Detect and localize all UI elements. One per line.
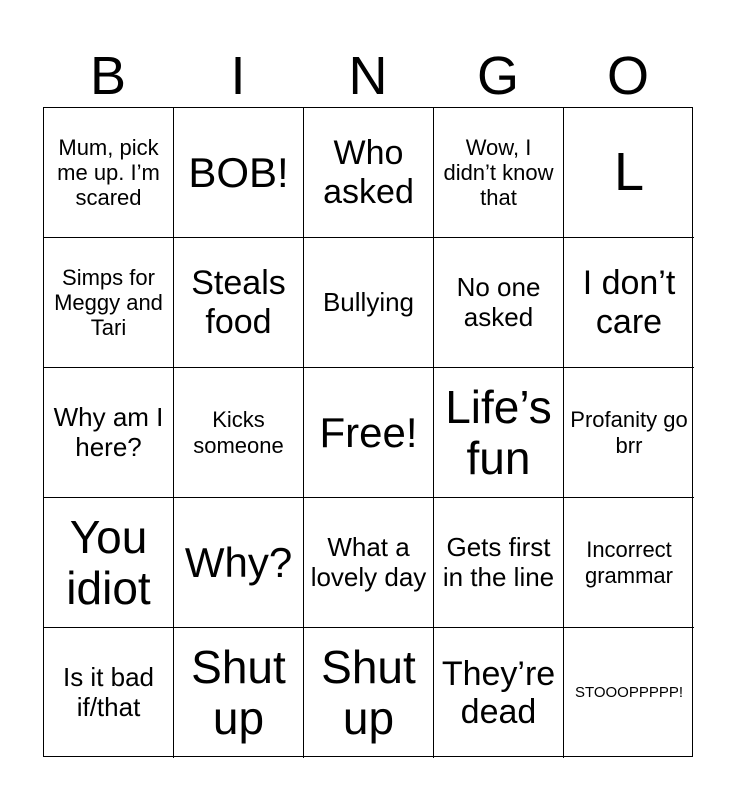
bingo-cell[interactable]: You idiot — [44, 498, 174, 628]
bingo-cell[interactable]: Profanity go brr — [564, 368, 694, 498]
bingo-cell[interactable]: Why am I here? — [44, 368, 174, 498]
bingo-cell[interactable]: Mum, pick me up. I’m scared — [44, 108, 174, 238]
header-letter-n: N — [348, 46, 388, 106]
bingo-cell[interactable]: Bullying — [304, 238, 434, 368]
bingo-cell[interactable]: Who asked — [304, 108, 434, 238]
bingo-cell[interactable]: Incorrect grammar — [564, 498, 694, 628]
header-letter-b: B — [89, 46, 127, 106]
header-letter-g: G — [476, 46, 519, 106]
bingo-cell[interactable]: Life’s fun — [434, 368, 564, 498]
bingo-cell[interactable]: What a lovely day — [304, 498, 434, 628]
bingo-cell[interactable]: Wow, I didn’t know that — [434, 108, 564, 238]
bingo-cell[interactable]: Shut up — [174, 628, 304, 758]
bingo-header — [43, 46, 693, 106]
bingo-cell[interactable]: L — [564, 108, 694, 238]
bingo-cell[interactable]: STOOOPPPPP! — [574, 684, 684, 702]
bingo-cell[interactable]: Gets first in the line — [434, 498, 564, 628]
free-space[interactable]: Free! — [304, 368, 434, 498]
bingo-cell[interactable]: Steals food — [174, 238, 304, 368]
bingo-cell[interactable]: Shut up — [304, 628, 434, 758]
bingo-cell[interactable]: Is it bad if/that — [44, 628, 174, 758]
header-letter-o: O — [606, 46, 649, 106]
bingo-cell[interactable]: They’re dead — [434, 628, 564, 758]
bingo-cell[interactable]: I don’t care — [564, 238, 694, 368]
bingo-cell[interactable]: No one asked — [434, 238, 564, 368]
bingo-board — [43, 107, 693, 757]
header-letter-i: I — [230, 46, 246, 106]
bingo-cell[interactable]: Why? — [174, 498, 304, 628]
bingo-cell[interactable]: Simps for Meggy and Tari — [44, 238, 174, 368]
bingo-cell[interactable]: Kicks someone — [174, 368, 304, 498]
bingo-cell[interactable]: BOB! — [174, 108, 304, 238]
